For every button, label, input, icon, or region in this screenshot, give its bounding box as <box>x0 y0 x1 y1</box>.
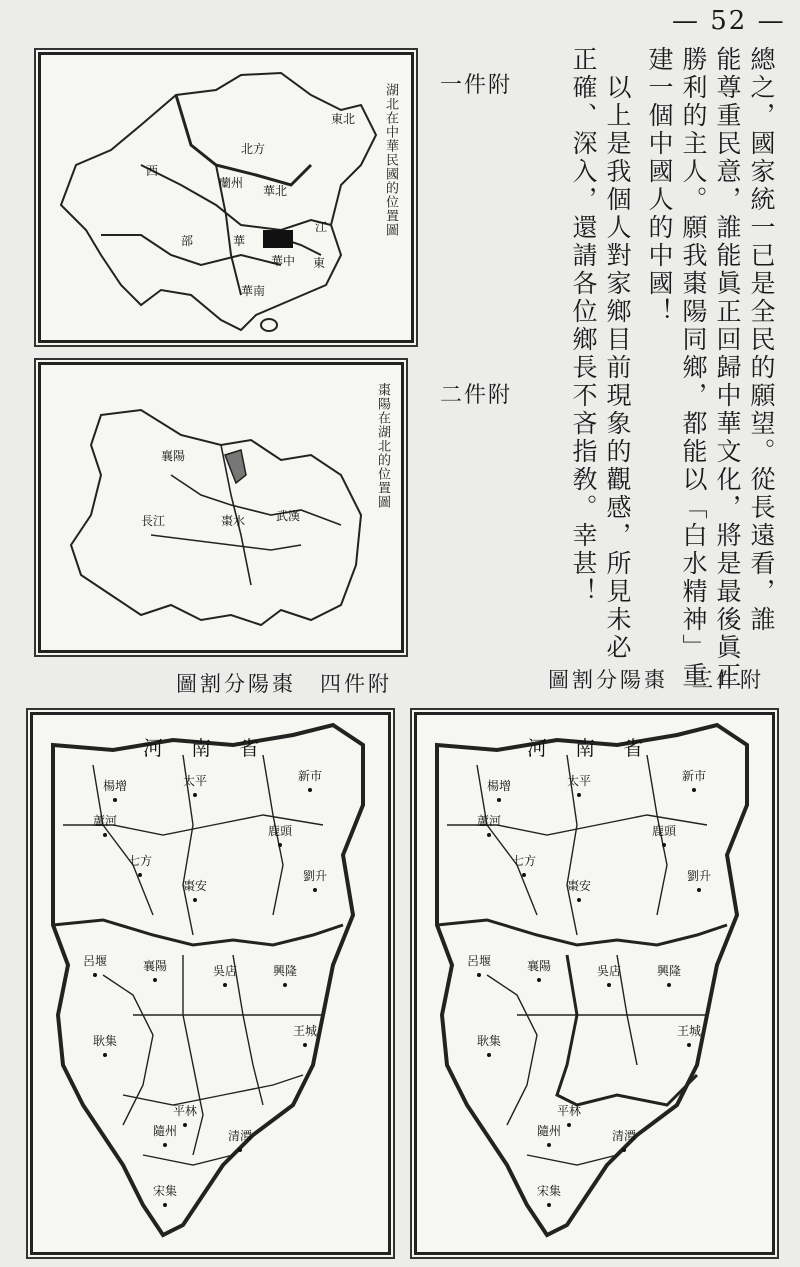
map-hubei-in-china <box>38 52 414 343</box>
china-outline-drawing <box>41 55 411 340</box>
county-seat-dot <box>278 843 282 847</box>
county-seat-dot <box>153 978 157 982</box>
body-text-col-5: 以上是我個人對家鄉目前現象的觀感，所見未必 <box>603 46 632 662</box>
county-label: 吳店 <box>213 964 238 978</box>
county-label: 蘆河 <box>477 814 502 828</box>
county-seat-dot <box>103 833 107 837</box>
county-label: 耿集 <box>477 1034 502 1048</box>
county-label: 清潭 <box>228 1129 253 1143</box>
county-seat-dot <box>303 1043 307 1047</box>
county-label: 鹿頭 <box>268 824 293 838</box>
county-label: 平林 <box>173 1104 198 1118</box>
map3-province: 河南省 <box>527 736 671 760</box>
county-seat-dot <box>607 983 611 987</box>
county-seat-dot <box>487 833 491 837</box>
county-label: 新市 <box>682 769 707 783</box>
county-seat-dot <box>163 1203 167 1207</box>
map4-province: 河南省 <box>143 736 287 760</box>
county-label: 王城 <box>677 1024 702 1038</box>
county-label: 劉升 <box>687 869 712 883</box>
county-seat-dot <box>577 793 581 797</box>
map1-label: 北方 <box>241 142 266 156</box>
county-seat-dot <box>622 1148 626 1152</box>
county-seat-dot <box>223 983 227 987</box>
map-zaoyang-division-3 <box>414 712 775 1255</box>
map-zaoyang-division-4 <box>30 712 391 1255</box>
county-seat-dot <box>283 983 287 987</box>
county-label: 興隆 <box>657 964 682 978</box>
body-text-col-1: 總之，國家統一已是全民的願望。從長遠看，誰 <box>747 46 776 634</box>
county-label: 楊增 <box>103 779 128 793</box>
county-label: 七方 <box>128 854 153 868</box>
map-zaoyang-in-hubei <box>38 362 404 653</box>
county-label: 呂堰 <box>83 954 108 968</box>
map1-inset-title: 湖北在中華民國的位置圖 <box>383 83 398 237</box>
county-seat-dot <box>477 973 481 977</box>
county-seat-dot <box>113 798 117 802</box>
county-seat-dot <box>183 1123 187 1127</box>
zaoyang-map3-drawing <box>417 715 772 1252</box>
map1-label: 華南 <box>241 284 266 298</box>
county-label: 興隆 <box>273 964 298 978</box>
county-seat-dot <box>193 898 197 902</box>
zaoyang-map4-drawing <box>33 715 388 1252</box>
county-label: 楊增 <box>487 779 512 793</box>
county-label: 宋集 <box>537 1184 562 1198</box>
county-label: 棗安 <box>567 879 592 893</box>
map1-label: 部 <box>181 234 194 248</box>
county-label: 太平 <box>567 774 592 788</box>
county-label: 太平 <box>183 774 208 788</box>
county-label: 劉升 <box>303 869 328 883</box>
map1-label: 江 <box>315 220 328 234</box>
county-label: 宋集 <box>153 1184 178 1198</box>
map2-label: 長江 <box>141 514 166 528</box>
county-seat-dot <box>687 1043 691 1047</box>
county-seat-dot <box>577 898 581 902</box>
hubei-outline-drawing <box>41 365 401 650</box>
county-label: 蘆河 <box>93 814 118 828</box>
county-label: 新市 <box>298 769 323 783</box>
map1-label: 華 <box>233 234 246 248</box>
county-label: 耿集 <box>93 1034 118 1048</box>
body-text-col-4: 建一個中國人的中國！ <box>645 46 674 326</box>
map1-label: 華北 <box>263 184 288 198</box>
county-seat-dot <box>93 973 97 977</box>
map1-label: 蘭州 <box>219 176 244 190</box>
map2-label: 棗水 <box>221 514 246 528</box>
county-seat-dot <box>697 888 701 892</box>
map2-label: 襄陽 <box>161 449 186 463</box>
county-seat-dot <box>487 1053 491 1057</box>
county-seat-dot <box>313 888 317 892</box>
county-seat-dot <box>537 978 541 982</box>
body-text-col-2: 能尊重民意，誰能眞正回歸中華文化，將是最後眞正 <box>713 46 742 690</box>
attachment-3-caption: 圖割分陽棗 三件附 <box>548 668 764 692</box>
body-text-col-6: 正確、深入，還請各位鄉長不吝指敎。幸甚！ <box>569 46 598 606</box>
county-label: 王城 <box>293 1024 318 1038</box>
county-label: 襄陽 <box>527 959 552 973</box>
attachment-1-label: 一件附 <box>440 73 513 98</box>
county-label: 平林 <box>557 1104 582 1118</box>
county-seat-dot <box>238 1148 242 1152</box>
county-label: 襄陽 <box>143 959 168 973</box>
page-number: — 52 — <box>672 6 786 36</box>
county-seat-dot <box>567 1123 571 1127</box>
map1-label: 西 <box>146 164 159 178</box>
map1-label: 東 <box>313 256 326 270</box>
map2-label: 武漢 <box>276 509 301 523</box>
map2-inset-title: 棗陽在湖北的位置圖 <box>375 383 390 509</box>
county-seat-dot <box>522 873 526 877</box>
county-label: 隨州 <box>153 1124 178 1138</box>
county-seat-dot <box>667 983 671 987</box>
map1-label: 東北 <box>331 112 356 126</box>
county-label: 七方 <box>512 854 537 868</box>
map1-label: 華中 <box>271 254 296 268</box>
body-text-col-3: 勝利的主人。願我棗陽同鄉，都能以「白水精神」重 <box>679 46 708 690</box>
county-seat-dot <box>163 1143 167 1147</box>
county-label: 棗安 <box>183 879 208 893</box>
county-seat-dot <box>547 1143 551 1147</box>
county-label: 隨州 <box>537 1124 562 1138</box>
county-label: 鹿頭 <box>652 824 677 838</box>
county-label: 吳店 <box>597 964 622 978</box>
county-seat-dot <box>138 873 142 877</box>
county-seat-dot <box>692 788 696 792</box>
county-seat-dot <box>662 843 666 847</box>
county-seat-dot <box>103 1053 107 1057</box>
county-seat-dot <box>497 798 501 802</box>
county-label: 呂堰 <box>467 954 492 968</box>
attachment-2-label: 二件附 <box>440 383 513 408</box>
county-seat-dot <box>308 788 312 792</box>
county-seat-dot <box>547 1203 551 1207</box>
county-seat-dot <box>193 793 197 797</box>
county-label: 清潭 <box>612 1129 637 1143</box>
attachment-4-caption: 圖割分陽棗 四件附 <box>176 672 392 696</box>
